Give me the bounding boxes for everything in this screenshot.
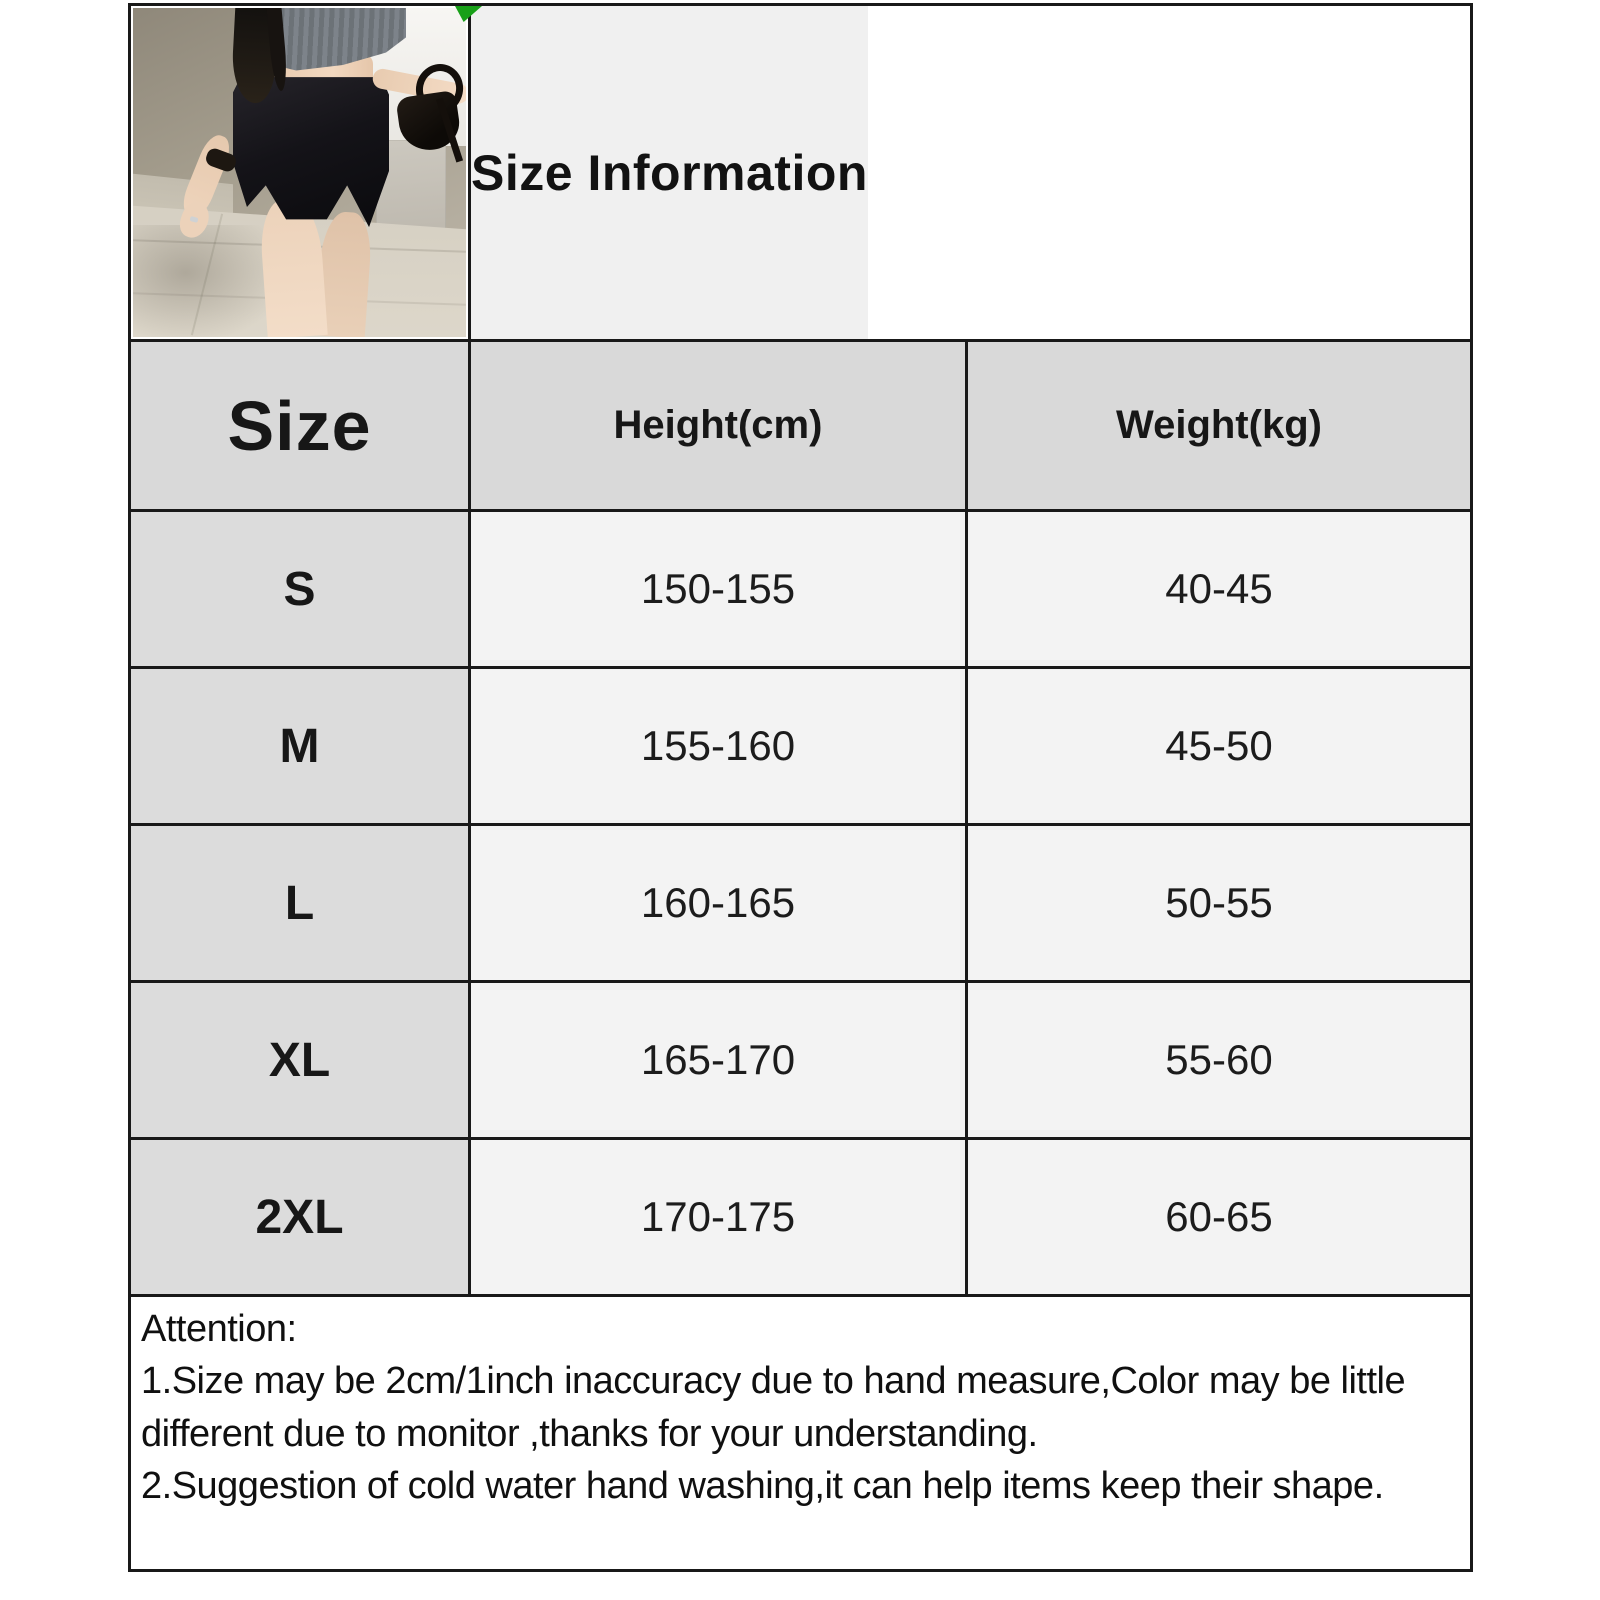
header-height: Height(cm) <box>471 342 968 509</box>
attention-note-2: 2.Suggestion of cold water hand washing,it can help items keep their shape. <box>141 1465 1384 1508</box>
title-cell <box>471 6 868 339</box>
height-value: 160-165 <box>471 826 968 980</box>
weight-value: 60-65 <box>968 1140 1470 1294</box>
size-label: 2XL <box>131 1140 471 1294</box>
height-value: 150-155 <box>471 512 968 666</box>
size-label: XL <box>131 983 471 1137</box>
table-row-2xl <box>131 1140 1470 1297</box>
table-row-s <box>131 512 1470 669</box>
table-header-row <box>131 342 1470 512</box>
weight-value: 40-45 <box>968 512 1470 666</box>
table-row-xl <box>131 983 1470 1140</box>
height-value: 170-175 <box>471 1140 968 1294</box>
attention-section <box>131 1297 1470 1569</box>
top-row <box>131 6 1470 342</box>
table-row-m <box>131 669 1470 826</box>
page-title: Size Information <box>471 144 868 201</box>
height-value: 165-170 <box>471 983 968 1137</box>
height-value: 155-160 <box>471 669 968 823</box>
attention-note-1: 1.Size may be 2cm/1inch inaccuracy due to hand measure,Color may be little different due to monitor ,thanks for your understanding. <box>141 1360 1406 1455</box>
size-label: L <box>131 826 471 980</box>
product-photo <box>131 6 471 339</box>
size-label: M <box>131 669 471 823</box>
weight-value: 50-55 <box>968 826 1470 980</box>
header-size: Size <box>131 342 471 509</box>
header-weight: Weight(kg) <box>968 342 1470 509</box>
size-info-sheet <box>128 3 1473 1572</box>
attention-heading: Attention: <box>141 1308 297 1350</box>
product-photo-image <box>133 8 466 337</box>
table-row-l <box>131 826 1470 983</box>
weight-value: 45-50 <box>968 669 1470 823</box>
weight-value: 55-60 <box>968 983 1470 1137</box>
size-label: S <box>131 512 471 666</box>
